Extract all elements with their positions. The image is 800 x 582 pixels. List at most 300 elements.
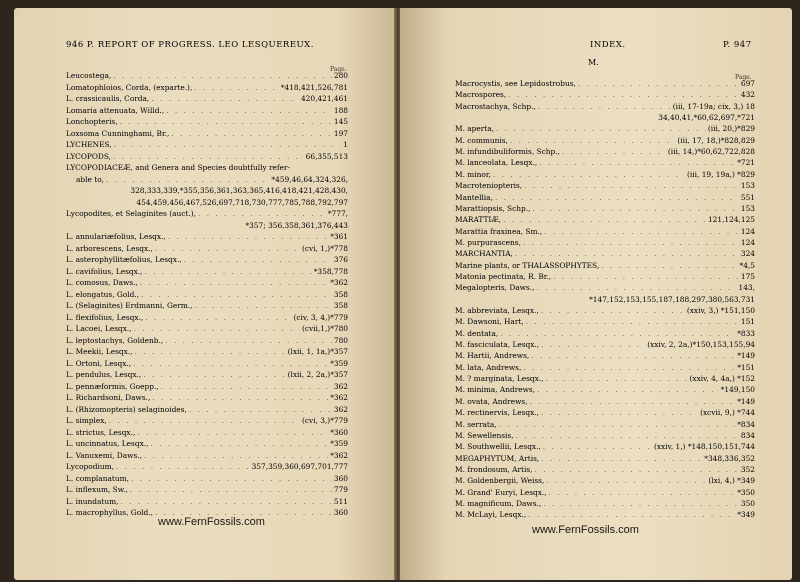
entry-term: 328,333,339,*355,356,361,363,365,416,418,421,428,430, [130,186,348,195]
right-page-number: P. 947 [723,40,752,50]
entry-pages: 153 [740,203,755,213]
entry-term: L. leptostachys, Goldenb., [66,335,164,345]
dot-leader [515,248,739,260]
dot-leader [171,128,331,140]
entry-term: M. Goldenbergii, Weiss, [455,476,545,486]
dot-leader [134,323,300,335]
index-entry [66,335,348,347]
entry-pages: 66,355,513 [305,151,348,161]
dot-leader [150,438,328,450]
entry-pages: (xxiv, 4, 4a,) *152 [689,374,755,384]
entry-pages: 358 [333,289,348,299]
entry-term: M. serrata, [455,419,497,429]
entry-term: MEGAPHYTUM, Artis, [455,453,540,463]
index-entry [66,381,348,393]
index-entry [455,509,755,521]
entry-term: L. inundatum, [66,496,119,506]
dot-leader [562,146,666,158]
dot-leader [499,419,736,431]
entry-term: L. annulariæfolius, Lesqx., [66,232,166,241]
index-entry [66,300,348,312]
dot-leader [106,174,269,186]
entry-pages: (civ, 3, 4,)*779 [293,312,348,322]
entry-pages: (iii, 17, 18,)*828,829 [677,135,755,145]
entry-pages: *149 [737,351,755,361]
dot-leader [532,203,738,215]
dot-leader [493,169,685,181]
entry-term: L. elongatus, Gold., [66,289,140,299]
entry-term: *147,152,153,155,187,188,297,380,563,731 [589,294,755,304]
index-entry [455,192,755,204]
entry-pages: 175 [740,271,755,281]
entry-pages: *459,46,64,324,326, [271,174,348,184]
index-entry [455,135,755,147]
entry-pages: *348,336,352 [704,453,755,463]
entry-term: L. cavifolius, Lesqx., [66,266,143,276]
index-entry [455,339,755,351]
entry-pages: 697 [740,79,755,88]
index-entry [455,146,755,158]
entry-term: L. arborescens, Lesqx., [66,243,153,253]
entry-pages: (lxii, 1, 1a,)*357 [287,347,348,356]
index-entry [66,220,348,232]
entry-pages: (xxiv, 2, 2a,)*150,153,155,94 [647,340,755,350]
entry-pages: 280 [333,71,348,80]
entry-term: L. Richardsoni, Daws., [66,393,151,402]
index-entry [66,254,348,266]
entry-term: M. ? marginata, Lesqx., [455,374,544,384]
entry-term: L. Meekii, Lesqx., [66,347,133,356]
entry-term: Matonia pectinata, R. Br., [455,271,552,281]
index-entry [66,105,348,117]
entry-term: M. Southwellii, Lesqx., [455,442,541,452]
entry-pages: 432 [740,90,755,100]
entry-pages: *362 [330,278,348,287]
entry-term: M. magnificum, Daws., [455,498,542,508]
index-entry [66,415,348,427]
entry-pages: 151 [740,317,755,327]
dot-leader [151,93,299,105]
entry-term: Marattiopsis, Schp., [455,203,531,213]
entry-pages: 376 [333,255,348,264]
entry-term: *357; 356,358,361,376,443 [245,220,348,230]
entry-pages: *362 [330,450,348,460]
entry-term: M. Sewellensis, [455,430,514,440]
dot-leader [495,192,739,204]
dot-leader [145,266,312,278]
entry-term: M. aperta, [455,124,495,134]
index-entry [455,498,755,510]
index-entry [66,266,348,278]
entry-term: Lomaria attenuata, Willd., [66,105,165,115]
index-entry [66,496,348,508]
entry-pages: *721 [737,158,755,168]
dot-leader [137,427,328,439]
entry-pages: (lxii, 2, 2a,)*357 [287,370,348,379]
dot-leader [113,70,332,82]
entry-term: L. pendulus, Lesqx., [66,370,142,379]
entry-term: Megalopteris, Daws., [455,283,535,293]
entry-term: Loxsoma Cunninghami, Br., [66,128,170,138]
dot-leader [109,415,300,427]
dot-leader [114,139,342,151]
entry-term: Lomatophloios, Corda, (exparte.), [66,82,193,92]
entry-term: L. flexifolius, Lesqx., [66,312,144,322]
entry-term: L. (Selaginites) Erdmanni, Germ., [66,301,193,310]
entry-term: L. Vanuxemi, Daws., [66,450,142,460]
right-running-header: INDEX. [590,40,626,50]
index-entry [66,128,348,140]
entry-pages: *151 [737,362,755,372]
dot-leader [543,498,739,510]
index-entry [66,289,348,301]
dot-leader [194,82,279,94]
entry-pages: (cvi, 1,)*778 [302,243,348,253]
index-entry [66,369,348,381]
entry-pages: 362 [333,381,348,391]
entry-pages: (cvi, 3,)*779 [302,416,348,425]
index-entry [66,70,348,82]
entry-term: M. minor, [455,169,491,179]
dot-leader [543,441,652,453]
index-entry [455,180,755,192]
index-entry [455,430,755,442]
entry-term: Macrostachya, Schp., [455,101,536,111]
dot-leader [541,407,698,419]
entry-term: M. frondosum, Artis, [455,464,533,474]
entry-pages: (xxiv, 3,) *151,150 [686,306,755,315]
dot-leader [541,305,685,317]
index-entry [66,162,348,174]
entry-term: Mantellia, [455,192,493,202]
entry-term: M. lata, Andrews, [455,362,522,372]
entry-term: L. simplex, [66,416,107,425]
entry-term: M. infundibuliformis, Schp., [455,147,560,157]
entry-term: L. complanatum, [66,473,129,483]
entry-pages: 124 [740,226,755,236]
left-watermark: www.FernFossils.com [158,516,265,528]
entry-pages: *362 [330,393,348,402]
entry-pages: 324 [740,249,755,259]
index-entry [66,392,348,404]
entry-pages: (lxi, 4,) *349 [708,476,755,486]
entry-pages: (xxiv, 1,) *148,150,151,744 [653,442,755,452]
entry-pages: (xcvii, 9,) *744 [700,408,755,418]
entry-pages: (iii, 14,)*60,62,722,828 [667,147,755,157]
entry-term: L. asterophyllitæfolius, Lesqx., [66,255,182,264]
entry-pages: 145 [333,117,348,126]
entry-pages: 357,359,360,697,701,777 [251,462,348,471]
index-entry [66,277,348,289]
dot-leader [523,237,739,249]
dot-leader [535,464,739,476]
entry-term: M. purpurascens, [455,237,521,247]
entry-pages: *149,150 [720,385,755,395]
entry-term: M. dentata, [455,328,499,338]
entry-pages: (cvii,1,)*780 [301,324,348,333]
dot-leader [544,226,739,238]
entry-pages: 360 [333,508,348,517]
dot-leader [198,208,326,220]
dot-leader [546,373,688,385]
index-entry [455,260,755,272]
entry-term: L. pennæformis, Goepp., [66,381,159,391]
entry-term: Lycopodites, et Selaginites (auct.), [66,209,196,218]
dot-leader [500,328,735,340]
entry-term: MARATTIÆ, [455,215,502,225]
entry-pages: *777, [327,209,348,218]
entry-term: Macrocystis, see Lepidostrobus, [455,79,576,88]
entry-pages: 1 [343,140,348,149]
dot-leader [141,289,332,301]
entry-term: M. McLayi, Lesqx., [455,510,527,520]
entry-term: L. inflexum, Sw., [66,485,128,494]
index-entry [66,450,348,462]
entry-pages: *360 [330,427,348,437]
index-entry [66,358,348,370]
index-entry [66,93,348,105]
entry-pages: *359 [330,439,348,448]
dot-leader [526,316,739,328]
index-entry [66,484,348,496]
entry-term: Marine plants, or THALASSOPHYTES, [455,260,600,270]
entry-pages: 197 [333,128,348,138]
dot-leader [516,430,739,442]
index-entry [66,139,348,151]
entry-term: L. Lacoei, Lesqx., [66,324,132,333]
dot-leader [135,346,286,358]
dot-leader [528,509,735,521]
index-entry [76,174,348,186]
entry-pages: *349 [737,510,755,520]
index-entry [455,407,755,419]
dot-leader [549,487,736,499]
dot-leader [537,282,737,294]
index-entry [66,208,348,220]
dot-leader [133,358,328,370]
dot-leader [155,243,300,255]
entry-pages: 780 [333,335,348,345]
entry-term: L. macrophyllus, Gold., [66,508,153,517]
index-entry [455,305,755,317]
index-entry [455,112,755,124]
dot-leader [165,335,332,347]
entry-term: M. Dawsoni, Hart, [455,317,524,327]
dot-leader [143,369,285,381]
index-entry [66,323,348,335]
entry-pages: *350 [737,487,755,497]
entry-term: Marattia fraxinea, Sm., [455,226,543,236]
index-entry [455,487,755,499]
index-entry [455,316,755,328]
entry-pages: (iii, 17-19a; cix, 3,) 18 [672,101,755,111]
dot-leader [524,180,739,192]
entry-term: M. Hartii, Andrews, [455,351,530,361]
entry-pages: 358 [333,301,348,310]
entry-pages: *361 [330,232,348,241]
entry-term: Macroteniopteris, [455,181,523,191]
entry-pages: *359 [330,358,348,368]
index-entry [455,237,755,249]
entry-term: Leucostega, [66,71,112,80]
dot-leader [145,312,291,324]
index-entry [66,461,348,473]
entry-pages: *833 [737,328,755,338]
entry-term: Lycopodium, [66,462,114,471]
index-entry [455,226,755,238]
index-entry [455,123,755,135]
entry-pages: 153 [740,181,755,191]
entry-term: L. strictus, Lesqx., [66,427,136,437]
dot-leader [120,116,332,128]
dot-leader [538,101,671,113]
dot-leader [541,453,702,465]
dot-leader [168,231,328,243]
entry-term: 34,40,41,*60,62,697,*721 [658,113,755,123]
entry-pages: *4,5 [739,260,755,270]
entry-pages: 834 [740,430,755,440]
entry-term: able to, [76,174,104,184]
dot-leader [578,78,739,90]
entry-term: LYCHENES, [66,140,112,149]
index-entry [455,271,755,283]
left-page-column-label: Page. [330,66,347,73]
dot-leader [189,404,332,416]
index-entry [66,151,348,163]
dot-leader [144,450,328,462]
index-entry [66,404,348,416]
index-entry [455,203,755,215]
dot-leader [553,271,739,283]
index-entry [66,312,348,324]
entry-pages: 350 [740,498,755,508]
index-entry [455,396,755,408]
index-entry [455,89,755,101]
dot-leader [152,392,328,404]
entry-term: LYCOPODIACEÆ, and Genera and Species doubtfully refer- [66,163,291,172]
index-entry [66,185,348,197]
dot-leader [601,260,737,272]
entry-term: L. uncinnatus, Lesqx., [66,439,149,448]
entry-pages: 352 [740,464,755,474]
entry-pages: 121,124,125 [707,215,755,225]
dot-leader [166,105,332,117]
index-entry [455,294,755,306]
right-page-column-label: Page. [735,74,752,81]
index-entry [66,231,348,243]
index-entry [455,328,755,340]
index-entry [455,464,755,476]
dot-leader [140,277,328,289]
dot-leader [508,89,739,101]
index-entry [66,438,348,450]
index-entry [66,197,348,209]
index-entry [66,473,348,485]
entry-pages: *149 [737,396,755,406]
entry-pages: 420,421,461 [300,94,348,103]
entry-term: LYCOPODS, [66,151,112,161]
dot-leader [541,339,645,351]
entry-term: M. communis, [455,135,508,145]
entry-pages: 551 [740,192,755,202]
index-entry [455,384,755,396]
entry-pages: *418,421,526,781 [280,82,348,92]
dot-leader [161,381,332,393]
dot-leader [537,384,719,396]
dot-leader [546,475,706,487]
dot-leader [113,151,304,163]
entry-pages: 779 [333,485,348,494]
dot-leader [539,157,735,169]
entry-pages: *358,778 [313,266,348,276]
entry-term: L. comosus, Daws., [66,278,138,287]
entry-pages: 362 [333,404,348,414]
right-watermark: www.FernFossils.com [532,524,639,536]
dot-leader [523,362,735,374]
entry-term: M. fasciculata, Lesqx., [455,340,540,350]
entry-pages: 143, [738,283,755,293]
entry-term: M. abbreviata, Lesqx., [455,306,539,315]
entry-pages: (iii, 20,)*829 [707,124,755,134]
entry-term: M. rectinervis, Lesqx., [455,408,540,418]
index-entry [455,350,755,362]
dot-leader [510,135,675,147]
entry-term: L. crassicaulis, Corda, [66,94,150,103]
dot-leader [131,473,332,485]
index-entry [66,346,348,358]
index-entry [455,248,755,260]
index-entry [455,157,755,169]
entry-pages: 360 [333,473,348,483]
index-entry [455,419,755,431]
entry-term: L. Ortoni, Lesqx., [66,358,132,368]
entry-pages: 511 [333,496,348,506]
index-entry [66,243,348,255]
section-letter: M. [588,58,599,67]
dot-leader [130,484,332,496]
index-entry [455,441,755,453]
entry-term: L. (Rhizomopteris) selaginoides, [66,404,187,414]
index-entry [455,373,755,385]
entry-term: M. lanceolata, Lesqx., [455,158,538,168]
entry-term: M. minima, Andrews, [455,385,536,395]
entry-pages: (iii, 19, 19a,) *829 [687,169,755,179]
dot-leader [496,123,706,135]
dot-leader [120,496,331,508]
entry-pages: *834 [737,419,755,429]
dot-leader [531,350,735,362]
index-entry [455,282,755,294]
entry-pages: 124 [740,237,755,247]
index-entry [455,453,755,465]
dot-leader [116,461,250,473]
dot-leader [194,300,331,312]
entry-term: M. Grand' Euryi, Lesqx., [455,487,547,497]
entry-term: Macrospores, [455,90,507,100]
entry-term: M. ovata, Andrews, [455,396,528,406]
index-entry [455,214,755,226]
entry-term: MARCHANTIA, [455,249,513,259]
index-entry [455,78,755,90]
left-running-header: 946 P. REPORT OF PROGRESS. LEO LESQUEREUX. [66,40,314,50]
entry-term: Lonchopteris, [66,117,118,126]
index-entry [66,427,348,439]
entry-pages: 188 [333,105,348,115]
dot-leader [184,254,332,266]
dot-leader [503,214,706,226]
dot-leader [530,396,736,408]
index-entry [455,169,755,181]
